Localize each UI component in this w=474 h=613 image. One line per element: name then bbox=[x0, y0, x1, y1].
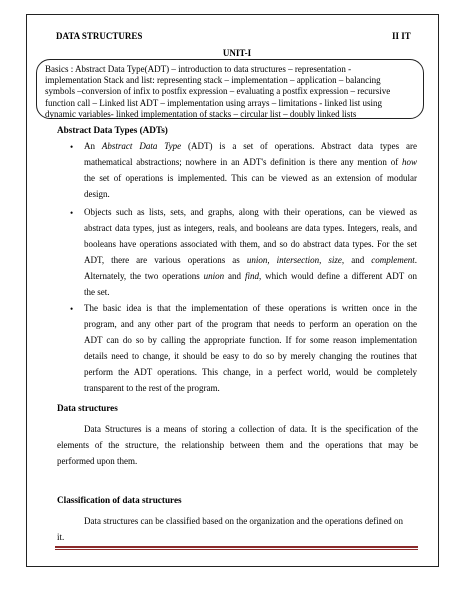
adt-heading: Abstract Data Types (ADTs) bbox=[57, 125, 168, 135]
classification-line1: Data structures can be classified based on the organization and the operations defined on bbox=[84, 516, 403, 526]
adt-b2-line4: ADT, there are various operations as union, intersection, size, and complement. bbox=[84, 255, 417, 265]
ds-heading: Data structures bbox=[57, 403, 118, 413]
bullet-marker: • bbox=[70, 208, 74, 218]
adt-b3-line4: details need to change, it should be easy to do so by merely changing the routines that bbox=[84, 351, 417, 361]
adt-b1-line1: An Abstract Data Type (ADT) is a set of operations. Abstract data types are bbox=[84, 141, 417, 151]
adt-b2-line5: Alternately, the two operations union and find, which would define a different ADT on bbox=[84, 271, 417, 281]
syllabus-line: Basics : Abstract Data Type(ADT) – introduction to data structures – representation - bbox=[45, 64, 352, 74]
unit-title: UNIT-I bbox=[222, 48, 252, 58]
syllabus-line: symbols –conversion of infix to postfix expression – evaluating a postfix expression – recursive bbox=[45, 86, 391, 97]
bullet-marker: • bbox=[70, 304, 74, 314]
header-class: II IT bbox=[392, 31, 411, 41]
adt-b3-line2: program, and any other part of the program that needs to perform an operation on the bbox=[84, 319, 417, 329]
bullet-marker: • bbox=[70, 142, 74, 152]
adt-b2-line2: abstract data types, just as integers, reals, and booleans are data types. Integers, reals, and bbox=[84, 223, 417, 233]
syllabus-line: dynamic variables- linked implementation of stacks – circular list – doubly linked lists bbox=[45, 108, 357, 119]
ds-line1: Data Structures is a means of storing a collection of data. It is the specification of the bbox=[84, 424, 418, 434]
ds-line3: performed upon them. bbox=[57, 456, 138, 466]
adt-b3-line1: The basic idea is that the implementation of these operations is written once in the bbox=[84, 303, 417, 313]
syllabus-box bbox=[36, 59, 424, 119]
footer-rule bbox=[55, 546, 418, 548]
classification-heading: Classification of data structures bbox=[57, 495, 182, 505]
adt-b1-line2: mathematical abstractions; nowhere in an ADT's definition is there any mention of how bbox=[84, 157, 417, 167]
adt-b2-line6: the set. bbox=[84, 287, 110, 297]
adt-b1-line4: design. bbox=[84, 189, 110, 199]
ds-line2: elements of the structure, the relationship between them and the operations that may be bbox=[57, 440, 418, 450]
adt-b1-line3: the set of operations is implemented. This can be viewed as an extension of modular bbox=[84, 173, 417, 183]
syllabus-line: function call – Linked list ADT – implementation using arrays – limitations - linked list using bbox=[45, 97, 383, 108]
classification-line2: it. bbox=[57, 532, 65, 542]
adt-b3-line5: perform the ADT operations. This change, in a perfect world, would be completely bbox=[84, 367, 417, 377]
footer-rule-thin bbox=[55, 549, 418, 550]
adt-b2-line1: Objects such as lists, sets, and graphs, along with their operations, can be viewed as bbox=[84, 207, 417, 217]
adt-b3-line3: ADT can do so by calling the appropriate function. If for some reason implementation bbox=[84, 335, 417, 345]
adt-b3-line6: transparent to the rest of the program. bbox=[84, 383, 220, 393]
adt-b2-line3: booleans have operations associated with them, and so do abstract data types. For the set bbox=[84, 239, 417, 249]
header-subject: DATA STRUCTURES bbox=[56, 31, 143, 41]
syllabus-line: implementation Stack and list: representing stack – implementation – application – balancing bbox=[45, 75, 381, 86]
